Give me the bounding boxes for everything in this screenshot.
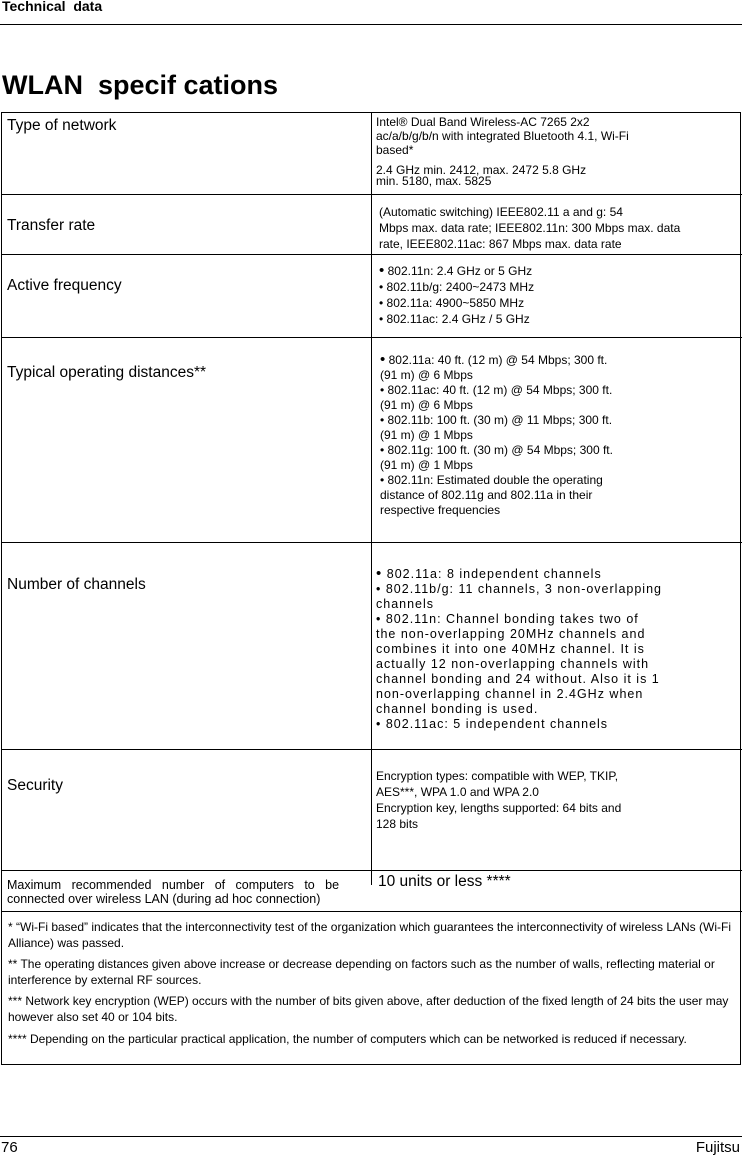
row-divider xyxy=(2,870,742,871)
row-divider xyxy=(2,542,742,543)
active-frequency-label: Active frequency xyxy=(7,277,122,294)
security-label: Security xyxy=(7,777,63,794)
page-number: 76 xyxy=(1,1139,18,1156)
operating-distances-value: • 802.11a: 40 ft. (12 m) @ 54 Mbps; 300 ft. (91 m) @ 6 Mbps • 802.11ac: 40 ft. (12 m) @ 54 Mbps; 300 ft. (91 m) @ 6 Mbps • 802.11b: 100 ft. (30 m) @ 11 Mbps; 300 ft. (91 m) @ 1 Mbps • 802.11g: 100 ft. (30 m) @ 54 Mbps; 300 ft. (91 m) @ 1 Mbps • 802.11n: Estimated double the operating distance of 802.11g and 802.11a in their respective frequencies xyxy=(380,351,613,517)
max-computers-value: 10 units or less **** xyxy=(378,873,511,890)
transfer-rate-value: (Automatic switching) IEEE802.11 a and g: 54 Mbps max. data rate; IEEE802.11n: 300 Mbps max. data rate, IEEE802.11ac: 867 Mbps max. data rate xyxy=(379,205,681,251)
footnote: * “Wi-Fi based” indicates that the interconnectivity test of the organization which guarantees the interconnectivity of wireless LANs (Wi-Fi Alliance) was passed. xyxy=(8,920,731,950)
number-of-channels-value: • 802.11a: 8 independent channels • 802.11b/g: 11 channels, 3 non-overlapping channels • 802.11n: Channel bonding takes two of the non-overlapping 20MHz channels and combines it into one 40MHz channel. It is actually 12 non-overlapping channels with channel bonding and 24 without. Also it is 1 non-overlapping channel in 2.4GHz when channel bonding is used. • 802.11ac: 5 independent channels xyxy=(376,565,662,731)
row-divider xyxy=(2,337,742,338)
operating-distances-label: Typical operating distances** xyxy=(7,364,207,381)
bullet: • xyxy=(376,565,383,582)
type-of-network-value: Intel® Dual Band Wireless-AC 7265 2x2 ac/a/b/g/b/n with integrated Bluetooth 4.1, Wi-Fi based* 2.4 GHz min. 2412, max. 2472 5.8 GHz min. 5180, max. 5825 xyxy=(376,115,629,188)
transfer-rate-label: Transfer rate xyxy=(7,217,96,234)
column-divider xyxy=(371,873,372,885)
footnote: ** The operating distances given above increase or decrease depending on factors such as the number of walls, reflecting material or interference by external RF sources. xyxy=(8,957,715,987)
section-title: Technical data xyxy=(2,0,103,14)
type-of-network-label: Type of network xyxy=(7,117,117,134)
bullet: • xyxy=(379,262,385,279)
row-divider xyxy=(2,749,742,750)
footnote: *** Network key encryption (WEP) occurs with the number of bits given above, after deduction of the fixed length of 24 bits the user may however also set 40 or 104 bits. xyxy=(8,994,729,1024)
bullet: • xyxy=(380,351,386,368)
active-frequency-value: • 802.11n: 2.4 GHz or 5 GHz • 802.11b/g: 2400~2473 MHz • 802.11a: 4900~5850 MHz • 802.11ac: 2.4 GHz / 5 GHz xyxy=(379,262,535,326)
row-divider xyxy=(2,194,742,195)
specifications-table xyxy=(1,112,741,1065)
max-computers-label: Maximum recommended number of computers to be connected over wireless LAN (during ad hoc connection) xyxy=(7,878,340,906)
column-divider xyxy=(371,113,372,873)
page-title: WLAN specif cations xyxy=(2,70,279,100)
security-value: Encryption types: compatible with WEP, TKIP, AES***, WPA 1.0 and WPA 2.0 Encryption key, lengths supported: 64 bits and 128 bits xyxy=(376,769,622,831)
row-divider xyxy=(2,254,742,255)
brand-name: Fujitsu xyxy=(695,1139,740,1156)
number-of-channels-label: Number of channels xyxy=(7,576,146,593)
footnote: **** Depending on the particular practical application, the number of computers which can be networked is reduced if necessary. xyxy=(8,1032,687,1046)
row-divider xyxy=(2,911,742,912)
footer-rule xyxy=(0,1136,742,1137)
header-rule xyxy=(0,24,742,25)
